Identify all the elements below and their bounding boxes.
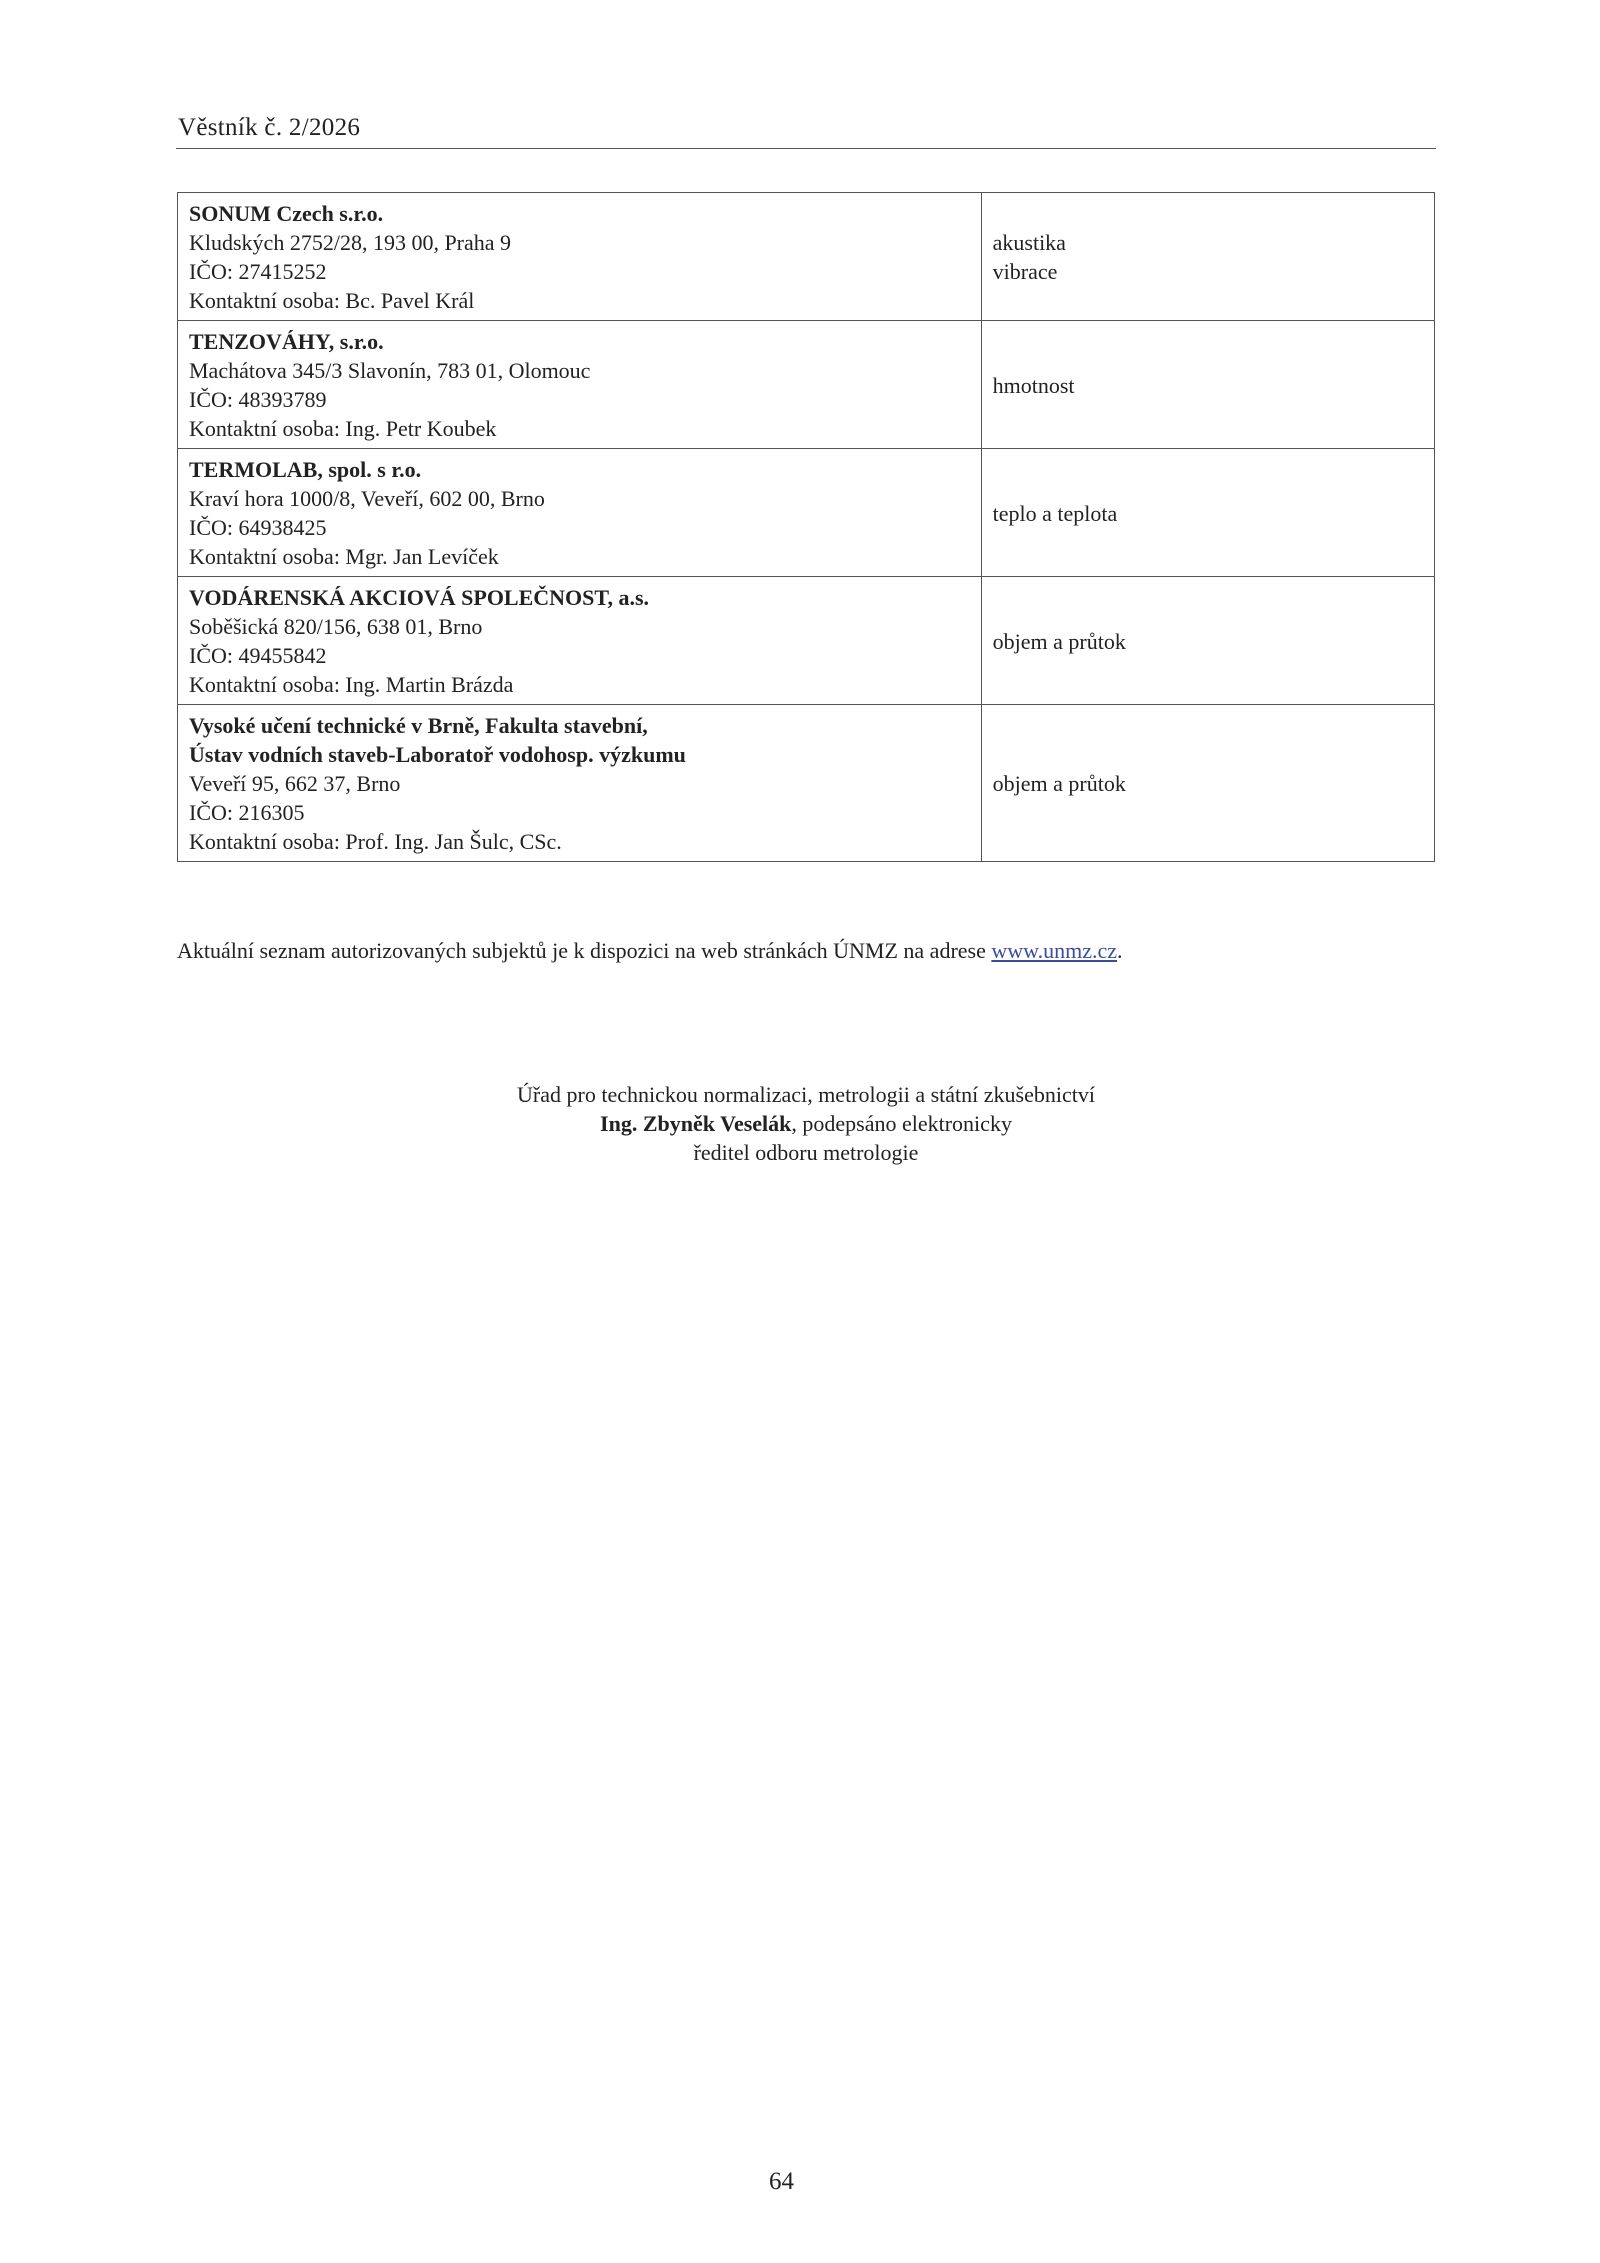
organization-name: VODÁRENSKÁ AKCIOVÁ SPOLEČNOST, a.s. [189, 585, 650, 610]
organization-contact: Kontaktní osoba: Ing. Martin Brázda [189, 672, 514, 697]
signatory-line [0, 1109, 1600, 1138]
organization-contact: Kontaktní osoba: Bc. Pavel Král [189, 288, 475, 313]
measurement-field-cell [981, 321, 1434, 449]
authorized-subjects-table [177, 192, 1435, 862]
measurement-field-cell [981, 577, 1434, 705]
table-row [178, 193, 1435, 321]
organization-address: Kludských 2752/28, 193 00, Praha 9 [189, 230, 512, 255]
organization-cell [178, 449, 982, 577]
measurement-field: akustika [992, 230, 1066, 255]
organization-ico: IČO: 48393789 [189, 387, 327, 412]
organization-name: SONUM Czech s.r.o. [189, 201, 384, 226]
note-text: Aktuální seznam autorizovaných subjektů je k dispozici na web stránkách ÚNMZ na adrese [177, 938, 986, 963]
measurement-field: vibrace [992, 259, 1058, 284]
table-row [178, 577, 1435, 705]
measurement-field: teplo a teplota [992, 500, 1118, 526]
measurement-field-cell [981, 449, 1434, 577]
table-row [178, 449, 1435, 577]
unmz-link[interactable]: www.unmz.cz [991, 938, 1117, 963]
measurement-field: objem a průtok [992, 628, 1126, 654]
page-number: 64 [769, 2168, 794, 2195]
organization-cell [178, 193, 982, 321]
organization-name-continued: Ústav vodních staveb-Laboratoř vodohosp. výzkumu [189, 742, 686, 767]
signature-block [0, 1080, 1600, 1167]
organization-cell [178, 705, 982, 862]
organization-ico: IČO: 216305 [189, 800, 305, 825]
organization-contact: Kontaktní osoba: Prof. Ing. Jan Šulc, CSc. [189, 829, 562, 854]
organization-address: Soběšická 820/156, 638 01, Brno [189, 614, 483, 639]
measurement-field-cell [981, 705, 1434, 862]
organization-name: Vysoké učení technické v Brně, Fakulta stavební, [189, 713, 648, 738]
measurement-field-cell [981, 193, 1434, 321]
organization-ico: IČO: 49455842 [189, 643, 327, 668]
availability-note [177, 936, 1123, 966]
organization-ico: IČO: 27415252 [189, 259, 327, 284]
organization-name: TENZOVÁHY, s.r.o. [189, 329, 384, 354]
measurement-field: objem a průtok [992, 771, 1126, 796]
signatory-name: Ing. Zbyněk Veselák [600, 1111, 792, 1136]
organization-ico: IČO: 64938425 [189, 515, 327, 540]
organization-cell [178, 577, 982, 705]
note-suffix: . [1117, 938, 1123, 963]
page-header [176, 112, 1436, 149]
table-row [178, 705, 1435, 862]
organization-address: Kraví hora 1000/8, Veveří, 602 00, Brno [189, 486, 545, 511]
signatory-role: ředitel odboru metrologie [693, 1140, 919, 1165]
organization-contact: Kontaktní osoba: Mgr. Jan Levíček [189, 544, 499, 569]
organization-cell [178, 321, 982, 449]
table-row [178, 321, 1435, 449]
bulletin-title: Věstník č. 2/2026 [178, 114, 361, 141]
office-name: Úřad pro technickou normalizaci, metrologii a státní zkušebnictví [517, 1082, 1095, 1107]
organization-name: TERMOLAB, spol. s r.o. [189, 457, 422, 482]
signature-note: , podepsáno elektronicky [791, 1111, 1012, 1136]
measurement-field: hmotnost [992, 372, 1075, 398]
organization-address: Veveří 95, 662 37, Brno [189, 771, 401, 796]
organization-contact: Kontaktní osoba: Ing. Petr Koubek [189, 416, 497, 441]
organization-address: Machátova 345/3 Slavonín, 783 01, Olomouc [189, 358, 591, 383]
